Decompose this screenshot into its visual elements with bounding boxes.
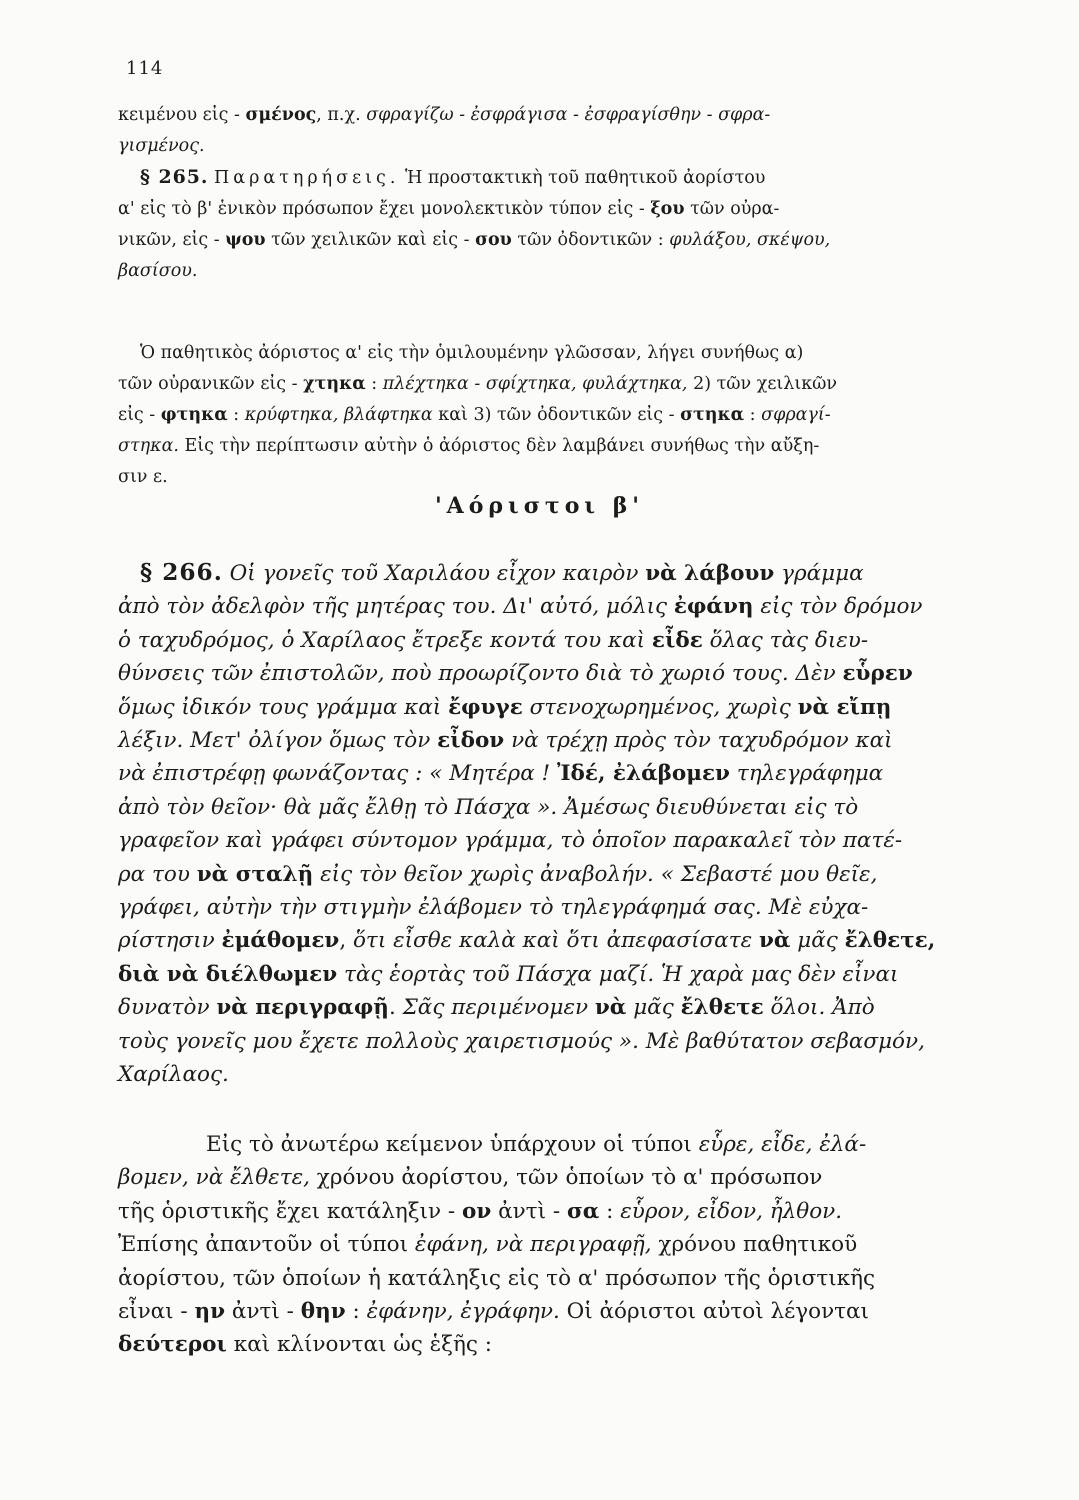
text-line bbox=[118, 131, 984, 162]
text-run: καὶ 3) τῶν ὀδοντικῶν εἰς - bbox=[432, 405, 681, 425]
text-run: : bbox=[345, 1299, 367, 1325]
text-line bbox=[118, 824, 984, 857]
text-run: ἔφυγε bbox=[448, 694, 523, 720]
text-line bbox=[118, 958, 984, 991]
text-run: ὅλας τὰς διευ- bbox=[709, 627, 869, 653]
text-run: ἀορίστου, τῶν ὁποίων ἡ κατάληξις εἰς τὸ α' πρόσωπον τῆς ὁριστικῆς bbox=[118, 1265, 876, 1291]
text-run: νὰ τρέχῃ πρὸς τὸν ταχυδρόμον καὶ bbox=[511, 728, 893, 754]
text-run: τῶν οὐρανικῶν εἰς - bbox=[118, 374, 304, 394]
text-line bbox=[118, 1328, 984, 1361]
text-run: εἶδον bbox=[437, 728, 505, 754]
text-run: Ἐπίσης ἀπαντοῦν οἱ τύποι bbox=[118, 1232, 415, 1258]
text-run: χρόνου παθητικοῦ bbox=[651, 1232, 858, 1258]
text-run: λέξιν. Μετ' ὀλίγον ὅμως τὸν bbox=[118, 728, 438, 754]
text-run: εὗρεν bbox=[842, 661, 913, 687]
text-run: στηκα. bbox=[118, 436, 179, 456]
section-266-para-2 bbox=[118, 1128, 984, 1362]
text-run: μᾶς bbox=[633, 995, 681, 1021]
text-run: τηλεγράφημα bbox=[736, 761, 884, 787]
text-line bbox=[118, 757, 984, 790]
text-run bbox=[764, 995, 771, 1020]
text-run: θύνσεις τῶν ἐπιστολῶν, ποὺ προωρίζοντο διὰ τὸ χωριό τους. Δὲν bbox=[118, 661, 843, 687]
text-run: τῶν οὐρα- bbox=[684, 199, 780, 219]
text-line bbox=[118, 590, 984, 623]
text-run: δυνατὸν bbox=[118, 995, 217, 1021]
text-run: στενοχωρημένος, χωρὶς bbox=[529, 694, 798, 720]
text-run: σα bbox=[566, 1198, 600, 1224]
text-run: ὁ ταχυδρόμος, ὁ Χαρίλαος ἔτρεξε κοντά του καὶ bbox=[118, 627, 652, 653]
text-run: εὗρε, εἶδε, ἐλά- bbox=[698, 1132, 867, 1157]
text-run: γράμμα bbox=[781, 561, 864, 586]
text-line bbox=[118, 1025, 984, 1058]
text-run: Σᾶς περιμένομεν bbox=[402, 995, 595, 1021]
text-run: Ἰδέ, ἐλάβομεν bbox=[557, 761, 730, 787]
text-run: Οἱ γονεῖς τοῦ Χαριλάου εἶχον καιρὸν bbox=[229, 561, 646, 586]
text-run: Οἱ ἀόριστοι αὐτοὶ λέγονται bbox=[559, 1299, 869, 1325]
text-run: ὅμως ἰδικόν τους γράμμα καὶ bbox=[118, 694, 449, 720]
text-run bbox=[730, 761, 737, 786]
section-266-para-1 bbox=[118, 556, 984, 1092]
text-run: νικῶν, εἰς - bbox=[118, 230, 226, 250]
text-run: φτηκα bbox=[160, 405, 228, 425]
text-run: μᾶς bbox=[797, 928, 845, 954]
text-run: τοὺς γονεῖς μου ἔχετε πολλοὺς χαιρετισμούς ». Μὲ βαθύτατον σεβασμόν, bbox=[118, 1028, 925, 1054]
text-run: στηκα bbox=[680, 405, 745, 425]
text-run: νὰ bbox=[758, 928, 791, 954]
text-line bbox=[118, 338, 984, 369]
section-number: § 266. bbox=[140, 559, 223, 586]
text-run: κρύφτηκα, βλάφτηκα bbox=[244, 405, 433, 425]
text-run: σμένος bbox=[245, 105, 317, 125]
text-line bbox=[118, 991, 984, 1024]
text-run: ρίστησιν bbox=[118, 928, 222, 954]
text-run: : bbox=[365, 374, 383, 394]
text-run: ρα του bbox=[118, 861, 197, 887]
text-run: χτηκα bbox=[303, 374, 366, 394]
text-run: Ἡ προστακτικὴ τοῦ παθητικοῦ ἀορίστου bbox=[399, 168, 766, 188]
text-run: βομεν, νὰ ἔλθετε, bbox=[118, 1165, 310, 1191]
text-run: : bbox=[599, 1198, 621, 1224]
text-run: ὅλοι. Ἀπὸ bbox=[770, 995, 875, 1021]
section-265-para-2 bbox=[118, 338, 984, 493]
text-run: ἀπὸ τὸν ἀδελφὸν τῆς μητέρας του. Δι' αὐτό, μόλις bbox=[118, 594, 674, 620]
text-run: εἶναι - bbox=[118, 1299, 195, 1325]
text-run: ἐφάνη bbox=[673, 594, 754, 620]
text-run bbox=[703, 628, 710, 653]
text-line bbox=[118, 462, 984, 493]
text-line bbox=[118, 225, 984, 256]
text-run: ἀντὶ - bbox=[491, 1198, 567, 1224]
text-run: ἐφάνην, ἐγράφην. bbox=[366, 1299, 560, 1325]
text-line bbox=[118, 1195, 984, 1228]
text-line bbox=[118, 1058, 984, 1091]
text-run: σφραγί- bbox=[761, 405, 831, 425]
text-run: , π.χ. bbox=[316, 105, 367, 125]
text-run: . bbox=[388, 995, 403, 1021]
text-run: νὰ σταλῇ bbox=[196, 861, 314, 887]
text-run: α' εἰς τὸ β' ἑνικὸν πρόσωπον ἔχει μονολεκτικὸν τύπον εἰς - bbox=[118, 199, 651, 219]
text-line bbox=[118, 791, 984, 824]
text-line bbox=[118, 891, 984, 924]
text-run: σου bbox=[475, 230, 512, 250]
text-run: τῆς ὁριστικῆς ἔχει κατάληξιν - bbox=[118, 1198, 462, 1224]
text-run: χρόνου ἀορίστου, τῶν ὁποίων τὸ α' πρόσωπον bbox=[309, 1165, 823, 1191]
text-run: τῶν χειλικῶν καὶ εἰς - bbox=[265, 230, 476, 250]
text-line bbox=[118, 1262, 984, 1295]
text-run: ἐμάθομεν bbox=[221, 928, 340, 954]
text-run: Παρατηρήσεις. bbox=[214, 168, 400, 188]
page-number: 114 bbox=[126, 58, 164, 79]
text-run: σφραγίζω - ἐσφράγισα - ἐσφραγίσθην - σφρα- bbox=[366, 105, 771, 125]
text-run: νὰ εἴπῃ bbox=[797, 694, 892, 720]
text-run: πλέχτηκα - σφίχτηκα, φυλάχτηκα, bbox=[382, 374, 688, 394]
text-run: κειμένου εἰς - bbox=[118, 105, 246, 125]
text-line bbox=[118, 724, 984, 757]
text-run: τὰς ἑορτὰς τοῦ Πάσχα μαζί. Ἡ χαρὰ μας δὲν εἶναι bbox=[344, 961, 899, 987]
text-run: Εἰς τὴν περίπτωσιν αὐτὴν ὁ ἀόριστος δὲν λαμβάνει συνήθως τὴν αὔξη- bbox=[178, 436, 820, 456]
text-run: ξου bbox=[650, 199, 685, 219]
text-run: εἰς - bbox=[118, 405, 161, 425]
text-line bbox=[118, 369, 984, 400]
text-run: : bbox=[227, 405, 245, 425]
text-run: ὅτι εἶσθε καλὰ καὶ ὅτι ἀπεφασίσατε bbox=[352, 928, 759, 954]
section-265-para-1 bbox=[118, 100, 984, 287]
text-run: νὰ bbox=[594, 995, 627, 1021]
text-run: εἰς τὸν θεῖον χωρὶς ἀναβολήν. « Σεβαστέ μου θεῖε, bbox=[320, 861, 878, 887]
text-line bbox=[118, 1295, 984, 1328]
text-run bbox=[523, 695, 530, 720]
text-line bbox=[118, 556, 984, 590]
text-run: εἶδε bbox=[651, 627, 703, 653]
text-run: Εἰς τὸ ἀνωτέρω κείμενον ὑπάρχουν οἱ τύποι bbox=[206, 1132, 699, 1157]
text-run: γισμένος. bbox=[118, 136, 205, 156]
text-line bbox=[118, 194, 984, 225]
text-run: νὰ ἐπιστρέφῃ φωνάζοντας : « Μητέρα ! bbox=[118, 761, 558, 787]
section-number: § 265. bbox=[140, 166, 209, 188]
text-line bbox=[118, 1128, 984, 1161]
text-run: δεύτεροι bbox=[118, 1332, 227, 1358]
text-run: σιν ε. bbox=[118, 467, 168, 487]
text-run: νὰ λάβουν bbox=[645, 561, 775, 586]
text-run: καὶ κλίνονται ὡς ἑξῆς : bbox=[226, 1332, 493, 1358]
text-line bbox=[118, 691, 984, 724]
text-run: νὰ περιγραφῇ bbox=[216, 995, 389, 1021]
text-run: Χαρίλαος. bbox=[118, 1062, 229, 1088]
text-run: διὰ νὰ διέλθωμεν bbox=[118, 961, 338, 987]
text-line bbox=[118, 431, 984, 462]
text-run: ην bbox=[194, 1299, 226, 1325]
text-run: ἀπὸ τὸν θεῖον· θὰ μᾶς ἔλθῃ τὸ Πάσχα ». Ἀμέσως διευθύνεται εἰς τὸ bbox=[118, 794, 859, 820]
text-run: βασίσου. bbox=[118, 261, 198, 281]
text-run: ον bbox=[461, 1198, 492, 1224]
text-line bbox=[118, 1161, 984, 1194]
text-line bbox=[118, 162, 984, 194]
text-run: ἀντὶ - bbox=[225, 1299, 301, 1325]
text-line bbox=[118, 1228, 984, 1261]
text-line bbox=[118, 924, 984, 957]
text-run: τῶν ὀδοντικῶν : bbox=[511, 230, 670, 250]
text-run: , bbox=[339, 928, 353, 954]
text-run: ἔλθετε, bbox=[844, 928, 936, 954]
text-run: ἐφάνη, νὰ περιγραφῇ, bbox=[414, 1232, 652, 1258]
text-run bbox=[223, 561, 230, 586]
text-run: γράφει, αὐτὴν τὴν στιγμὴν ἐλάβομεν τὸ τηλεγράφημά σας. Μὲ εὐχα- bbox=[118, 895, 869, 921]
text-line bbox=[118, 400, 984, 431]
text-run: εἰς τὸν δρόμον bbox=[760, 594, 923, 620]
text-run: ἔλθετε bbox=[680, 995, 764, 1021]
text-run: ψου bbox=[225, 230, 266, 250]
text-run: εὗρον, εἶδον, ἦλθον. bbox=[620, 1198, 843, 1224]
text-run: 2) τῶν χειλικῶν bbox=[687, 374, 838, 394]
text-run: θην bbox=[300, 1299, 346, 1325]
text-run: γραφεῖον καὶ γράφει σύντομον γράμμα, τὸ ὁποῖον παρακαλεῖ τὸν πατέ- bbox=[118, 828, 903, 854]
text-run: : bbox=[744, 405, 762, 425]
text-line bbox=[118, 256, 984, 287]
text-run: Ὁ παθητικὸς ἀόριστος α' εἰς τὴν ὁμιλουμένην γλῶσσαν, λήγει συνήθως α) bbox=[140, 343, 804, 363]
text-run bbox=[337, 962, 344, 987]
text-line bbox=[118, 100, 984, 131]
section-heading: 'Αόριστοι β' bbox=[434, 493, 645, 519]
text-line bbox=[118, 657, 984, 690]
text-line bbox=[118, 624, 984, 657]
text-line bbox=[118, 858, 984, 891]
text-run: φυλάξου, σκέψου, bbox=[669, 230, 831, 250]
